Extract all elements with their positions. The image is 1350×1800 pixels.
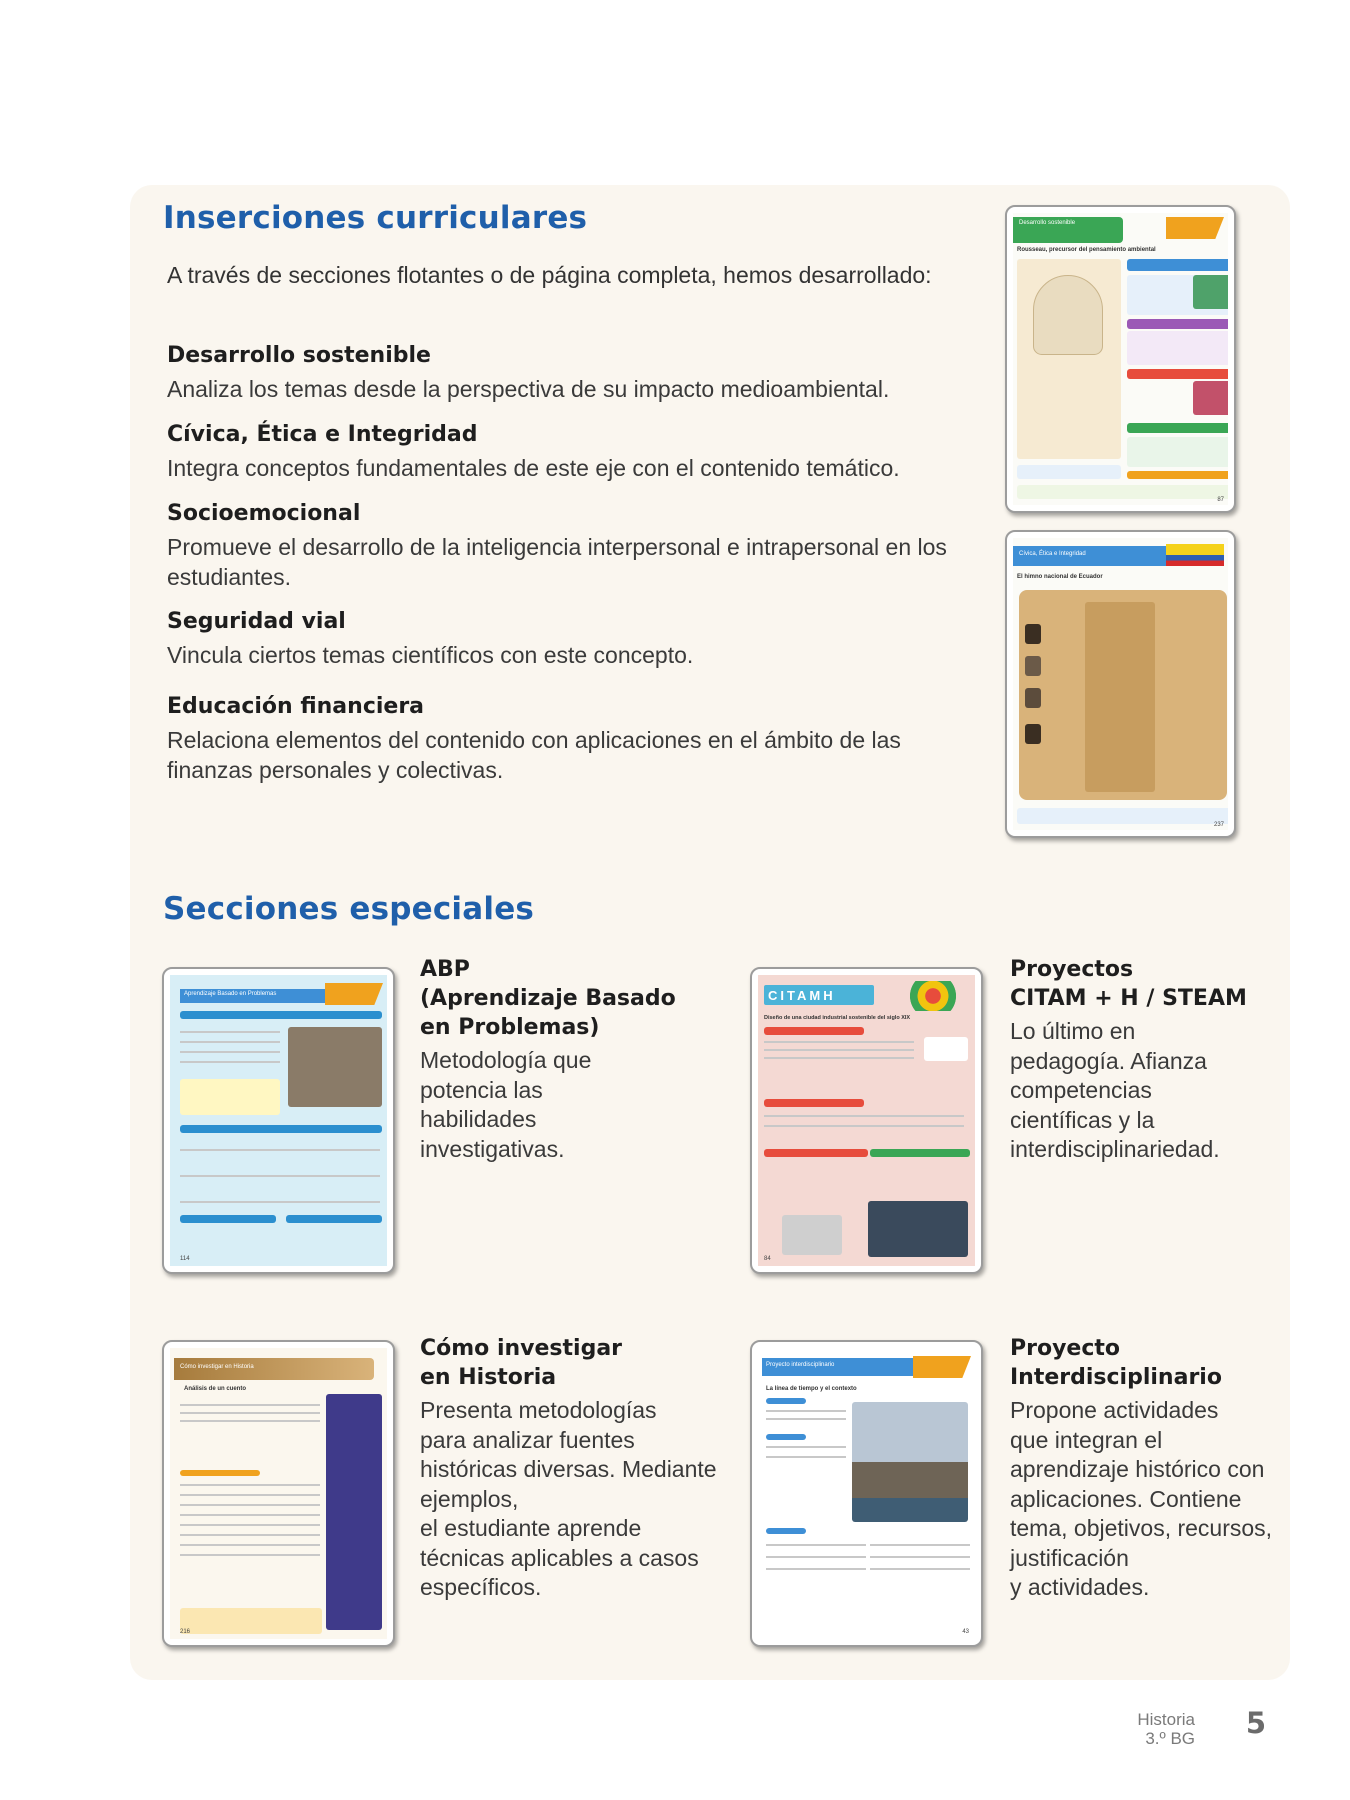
thumbnail-citamh <box>750 967 983 1274</box>
page-number: 5 <box>1245 1706 1266 1740</box>
thumb-bar-label: Cívica, Ética e Integridad <box>1019 551 1086 557</box>
insercion-heading: Desarrollo sostenible <box>167 343 431 368</box>
thumb-page-number: 237 <box>1213 822 1224 828</box>
insercion-heading: Socioemocional <box>167 501 361 526</box>
inserciones-intro: A través de secciones flotantes o de página completa, hemos desarrollado: <box>167 262 932 288</box>
thumb-subtitle: Diseño de una ciudad industrial sostenible del siglo XIX <box>764 1015 911 1021</box>
thumb-subtitle: El himno nacional de Ecuador <box>1017 574 1103 580</box>
ecuador-flag <box>1166 544 1224 566</box>
thumb-subtitle: La línea de tiempo y el contexto <box>766 1386 857 1392</box>
seccion-desc: Presenta metodologías para analizar fuentes históricas diversas. Mediante ejemplos, el estudiante aprende técnicas aplicables a casos específicos. <box>420 1397 717 1600</box>
thumb-tag <box>1166 217 1224 239</box>
insercion-desc: Promueve el desarrollo de la inteligencia interpersonal e intrapersonal en los estudiantes. <box>167 534 947 590</box>
seccion-heading: Proyectos CITAM + H / STEAM <box>1010 957 1247 1011</box>
thumbnail-civica-etica <box>1005 530 1236 838</box>
thumbnail-como-investigar <box>162 1340 395 1647</box>
insercion-item <box>167 343 997 404</box>
thumb-subtitle: Análisis de un cuento <box>184 1386 247 1392</box>
seccion-proyecto-interdisciplinario <box>1010 1334 1290 1603</box>
machine-illustration <box>782 1215 842 1255</box>
thumbnail-abp <box>162 967 395 1274</box>
purple-sidebar <box>326 1394 382 1630</box>
insercion-heading: Cívica, Ética e Integridad <box>167 422 478 447</box>
thumb-page-number: 216 <box>180 1629 191 1635</box>
thumb-bar-label: Cómo investigar en Historia <box>180 1364 254 1370</box>
insercion-item <box>167 422 997 483</box>
thumb-page-number: 43 <box>962 1629 969 1635</box>
thumb-bar-label: Proyecto interdisciplinario <box>766 1362 835 1368</box>
thumb-page-number: 84 <box>764 1256 771 1262</box>
thumbnail-desarrollo-sostenible <box>1005 205 1236 513</box>
insercion-desc: Relaciona elementos del contenido con aplicaciones en el ámbito de las finanzas personales y colectivas. <box>167 727 901 783</box>
seccion-heading: Cómo investigar en Historia <box>420 1336 623 1390</box>
seccion-heading: ABP (Aprendizaje Basado en Problemas) <box>420 957 676 1040</box>
insercion-desc: Integra conceptos fundamentales de este eje con el contenido temático. <box>167 455 900 481</box>
thumb-subtitle: Rousseau, precursor del pensamiento ambiental <box>1017 247 1156 253</box>
seccion-desc: Metodología que potencia las habilidades investigativas. <box>420 1047 592 1162</box>
seccion-heading: Proyecto Interdisciplinario <box>1010 1336 1222 1390</box>
seccion-abp <box>420 955 710 1164</box>
thumb-bar-label: Aprendizaje Basado en Problemas <box>184 991 277 997</box>
seccion-como-investigar <box>420 1334 740 1603</box>
section-title-secciones: Secciones especiales <box>163 891 535 927</box>
citamh-logo-text: CITAMH <box>768 988 836 1003</box>
seccion-desc: Lo último en pedagogía. Afianza competencias científicas y la interdisciplinariedad. <box>1010 1018 1220 1162</box>
seccion-citamh <box>1010 955 1280 1165</box>
insercion-item <box>167 694 977 785</box>
footer-grade: 3.º BG <box>1145 1729 1195 1748</box>
seccion-desc: Propone actividades que integran el aprendizaje histórico con aplicaciones. Contiene tema, objetivos, recursos, justificación y actividades. <box>1010 1397 1273 1600</box>
thumb-image <box>1193 381 1228 415</box>
battle-painting <box>288 1027 382 1107</box>
insercion-heading: Educación financiera <box>167 694 425 719</box>
thumb-bar-label: Desarrollo sostenible <box>1019 220 1076 226</box>
section-title-inserciones: Inserciones curriculares <box>163 200 588 236</box>
thumb-page-number: 114 <box>180 1256 190 1262</box>
insercion-item <box>167 501 947 592</box>
thumbnail-proyecto-interdisciplinario <box>750 1340 983 1647</box>
city-photo <box>868 1201 968 1257</box>
insercion-heading: Seguridad vial <box>167 609 346 634</box>
footer-subject: Historia <box>1137 1710 1195 1729</box>
thumb-image <box>1193 275 1228 309</box>
insercion-desc: Vincula ciertos temas científicos con este concepto. <box>167 642 694 668</box>
footer-book-label <box>1137 1710 1195 1748</box>
london-painting <box>852 1402 968 1522</box>
insercion-item <box>167 609 997 670</box>
thumb-page-number: 87 <box>1217 497 1224 503</box>
portrait-illustration <box>1033 275 1103 355</box>
insercion-desc: Analiza los temas desde la perspectiva de su impacto medioambiental. <box>167 376 890 402</box>
